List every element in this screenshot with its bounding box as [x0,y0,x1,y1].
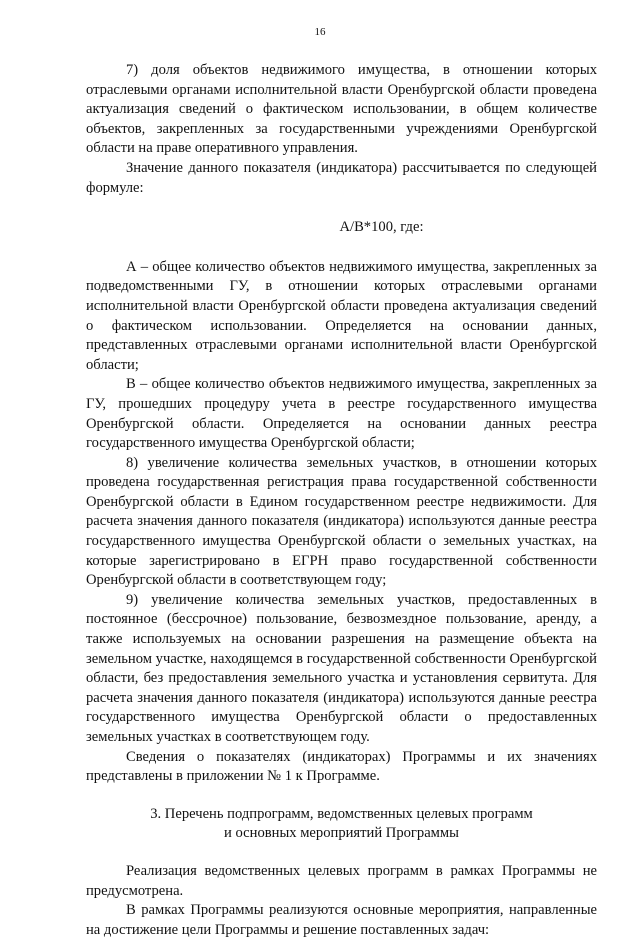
paragraph-indicators-reference: Сведения о показателях (индикаторах) Программы и их значениях представлены в приложении № 1 к Программе. [86,748,597,785]
section-heading-line-2: и основных мероприятий Программы [224,825,459,842]
paragraph-formula-intro: Значение данного показателя (индикатора) рассчитывается по следующей формуле: [86,159,597,196]
page-number: 16 [314,26,326,38]
document-body [86,61,597,940]
section-heading [86,805,597,844]
paragraph-definition-a: А – общее количество объектов недвижимого имущества, закрепленных за подведомственными ГУ, в отношении которых отраслевыми органами исполнительной власти Оренбургской области проведена актуализация сведений о фактическом использовании. Определяется на основании данных, представленных отраслевыми органами исполнительной власти Оренбургской области; [86,258,597,373]
paragraph-indicator-8: 8) увеличение количества земельных участков, в отношении которых проведена государственная регистрация права государственной собственности Оренбургской области в Едином государственном реестре недвижимости. Для расчета значения данного показателя (индикатора) используются данные реестра государственного имущества Оренбургской области о земельных участках, на которые зарегистрировано в ЕГРН право государственной собственности Оренбургской области в соответствующем году; [86,454,597,589]
formula: А/В*100, где: [339,219,424,236]
section-heading-line-1: 3. Перечень подпрограмм, ведомственных целевых программ [150,805,533,822]
paragraph-definition-b: В – общее количество объектов недвижимого имущества, закрепленных за ГУ, прошедших процедуру учета в реестре государственного имущества Оренбургской области. Определяется на основании данных реестра государственного имущества Оренбургской области; [86,376,597,452]
paragraph-indicator-7: 7) доля объектов недвижимого имущества, в отношении которых отраслевыми органами исполнительной власти Оренбургской области проведена актуализация сведений о фактическом использовании, в общем количестве объектов, закрепленных за государственными учреждениями Оренбургской области на праве оперативного управления. [86,62,597,157]
paragraph-departmental-programs: Реализация ведомственных целевых программ в рамках Программы не предусмотрена. [86,862,597,899]
paragraph-indicator-9: 9) увеличение количества земельных участков, предоставленных в постоянное (бессрочное) пользование, безвозмездное пользование, аренду, а также используемых на основании разрешения на размещение объекта на земельном участке, находящемся в государственной собственности Оренбургской области, без предоставления земельного участка и установления сервитута. Для расчета значения данного показателя (индикатора) используются данные реестра государственного имущества Оренбургской области о предоставленных земельных участках в соответствующем году. [86,591,597,745]
paragraph-main-activities: В рамках Программы реализуются основные мероприятия, направленные на достижение цели Программы и решение поставленных задач: [86,902,597,938]
